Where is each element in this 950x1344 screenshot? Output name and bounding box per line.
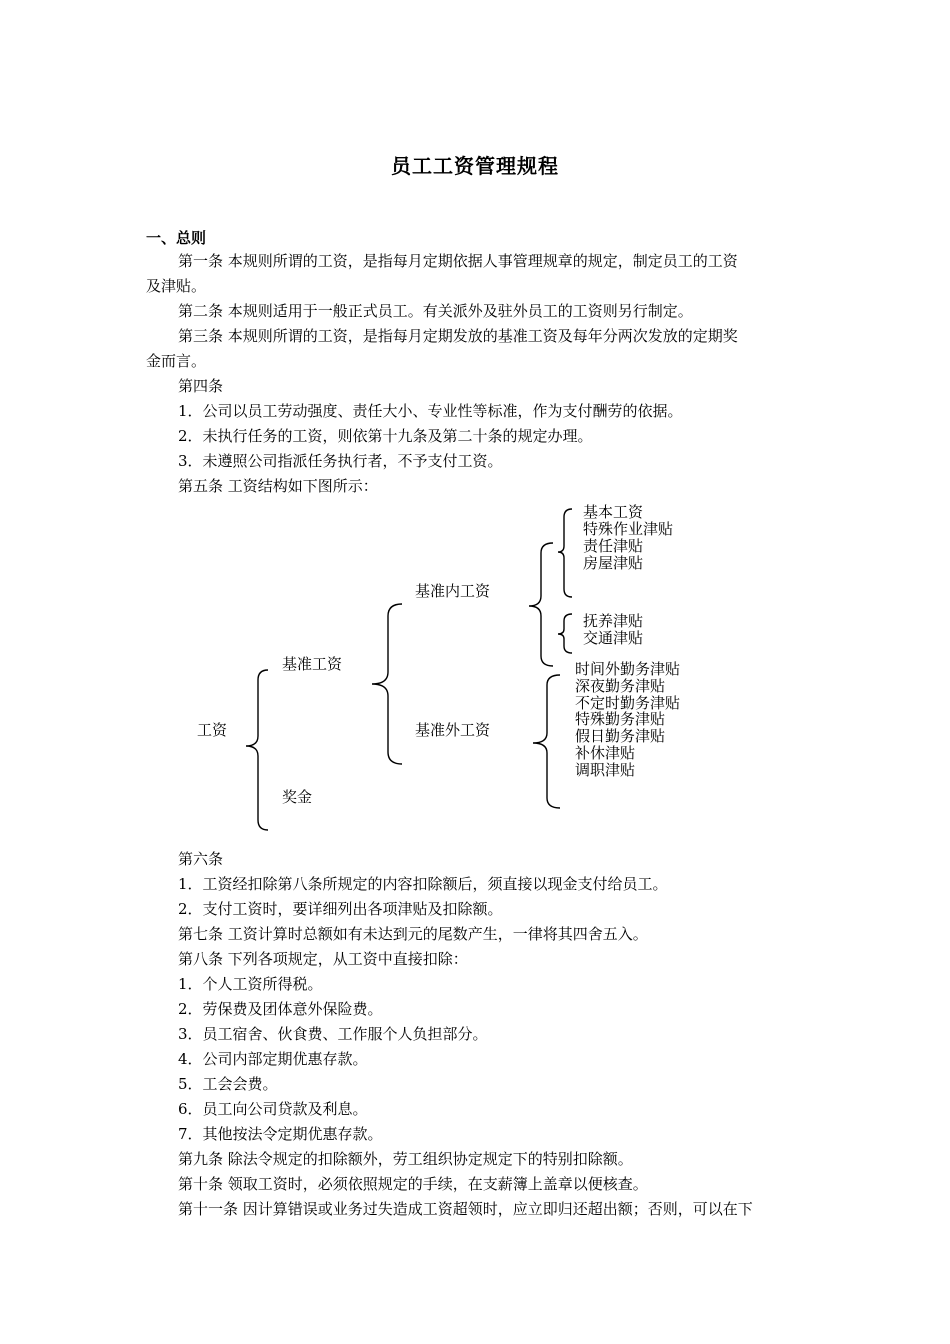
paragraph-line: 4．公司内部定期优惠存款。 [178,1050,368,1068]
label-allowance: 调职津贴 [575,761,636,779]
label-allowance: 交通津贴 [583,629,644,647]
brace-outer [533,675,560,808]
label-allowance: 特殊作业津贴 [583,520,674,538]
paragraph-line: 第五条 工资结构如下图所示： [178,477,378,495]
label-allowance: 假日勤务津贴 [575,727,666,745]
paragraph-line: 1．公司以员工劳动强度、责任大小、专业性等标准，作为支付酬劳的依据。 [178,402,683,420]
label-allowance: 不定时勤务津贴 [575,694,681,712]
paragraph-line: 第四条 [178,377,224,395]
paragraph-line: 第七条 工资计算时总额如有未达到元的尾数产生，一律将其四舍五入。 [178,925,648,943]
paragraph-line: 1．工资经扣除第八条所规定的内容扣除额后，须直接以现金支付给员工。 [178,875,668,893]
section-heading: 一、总则 [146,229,207,247]
paragraph-line: 第六条 [178,850,224,868]
paragraph-line: 第二条 本规则适用于一般正式员工。有关派外及驻外员工的工资则另行制定。 [178,302,693,320]
paragraph-line: 金而言。 [146,352,207,370]
paragraph-line: 第八条 下列各项规定，从工资中直接扣除： [178,950,468,968]
label-allowance: 抚养津贴 [583,612,644,630]
paragraph-line: 5．工会会费。 [178,1075,278,1093]
brace-inner [529,543,553,666]
paragraph-line: 第十一条 因计算错误或业务过失造成工资超领时，应立即归还超出额；否则，可以在下 [178,1200,753,1218]
label-salary: 工资 [197,721,228,739]
brace-root [246,670,268,830]
paragraph-line: 6．员工向公司贷款及利息。 [178,1100,368,1118]
paragraph-line: 3．员工宿舍、伙食费、工作服个人负担部分。 [178,1025,488,1043]
paragraph-line: 第一条 本规则所谓的工资，是指每月定期依据人事管理规章的规定，制定员工的工资 [178,252,738,270]
paragraph-line: 2．未执行任务的工资，则依第十九条及第二十条的规定办理。 [178,427,593,445]
label-allowance: 时间外勤务津贴 [575,660,681,678]
paragraph-line: 2．支付工资时，要详细列出各项津贴及扣除额。 [178,900,503,918]
label-allowance: 基本工资 [583,503,644,521]
label-bonus: 奖金 [282,788,313,806]
label-outer-salary: 基准外工资 [415,721,491,739]
paragraph-line: 1．个人工资所得税。 [178,975,323,993]
paragraph-line: 7．其他按法令定期优惠存款。 [178,1125,383,1143]
paragraph-line: 2．劳保费及团体意外保险费。 [178,1000,383,1018]
label-base-salary: 基准工资 [282,655,343,673]
paragraph-line: 第三条 本规则所谓的工资，是指每月定期发放的基准工资及每年分两次发放的定期奖 [178,327,738,345]
brace-inner-group1 [558,509,572,597]
label-allowance: 责任津贴 [583,537,644,555]
label-inner-salary: 基准内工资 [415,582,491,600]
page-title: 员工工资管理规程 [391,154,559,178]
paragraph-line: 3．未遵照公司指派任务执行者，不予支付工资。 [178,452,503,470]
brace-inner-group2 [558,614,572,653]
paragraph-line: 及津贴。 [146,277,207,295]
brace-base-salary [372,604,402,764]
paragraph-line: 第十条 领取工资时，必须依照规定的手续，在支薪簿上盖章以便核查。 [178,1175,648,1193]
label-allowance: 补休津贴 [575,744,636,762]
label-allowance: 特殊勤务津贴 [575,710,666,728]
label-allowance: 深夜勤务津贴 [575,677,666,695]
label-allowance: 房屋津贴 [583,554,644,572]
paragraph-line: 第九条 除法令规定的扣除额外，劳工组织协定规定下的特别扣除额。 [178,1150,633,1168]
